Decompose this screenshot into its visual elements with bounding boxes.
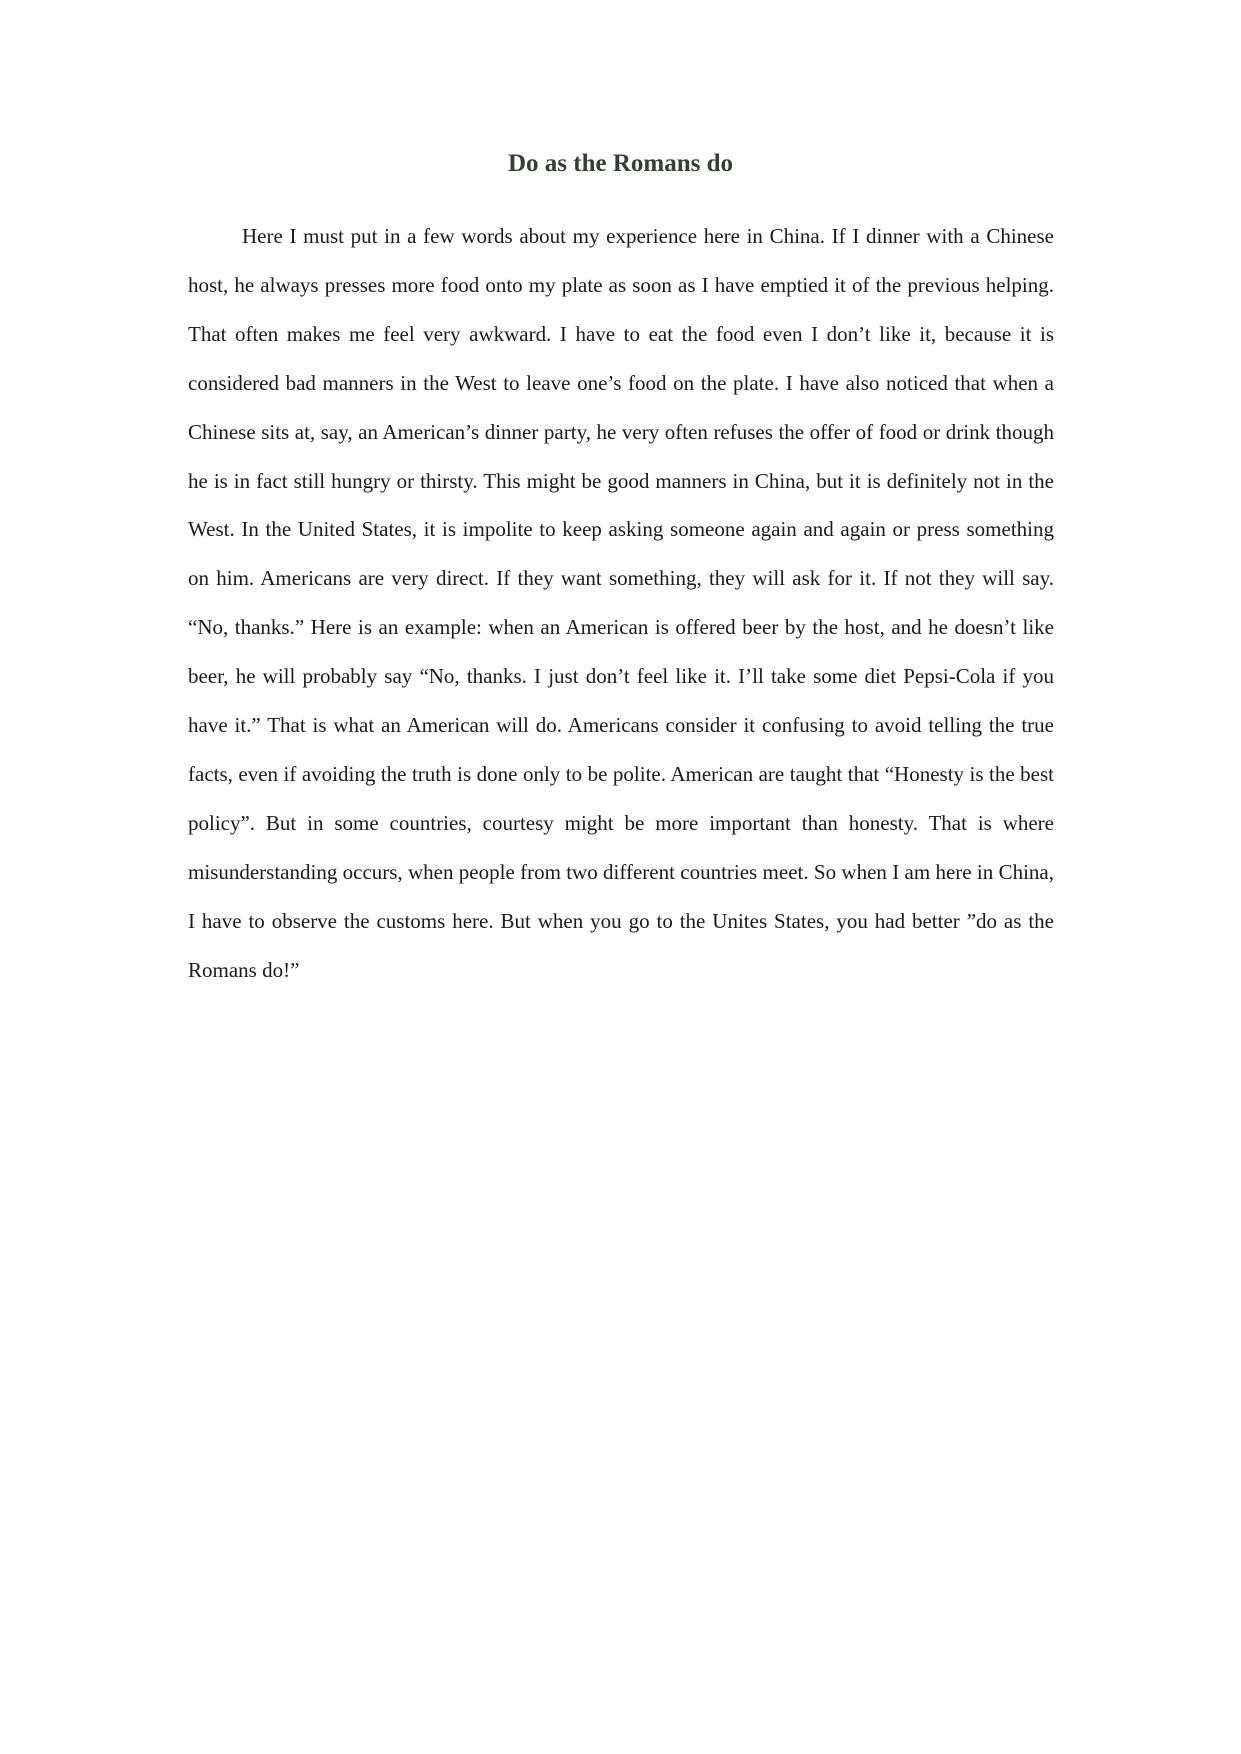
body-paragraph: Here I must put in a few words about my experience here in China. If I dinner with a Chinese host, he always presses more food onto my plate as soon as I have emptied it of the previous helping. That often makes me feel very awkward. I have to eat the food even I don’t like it, because it is considered bad manners in the West to leave one’s food on the plate. I have also noticed that when a Chinese sits at, say, an American’s dinner party, he very often refuses the offer of food or drink though he is in fact still hungry or thirsty. This might be good manners in China, but it is definitely not in the West. In the United States, it is impolite to keep asking someone again and again or press something on him. Americans are very direct. If they want something, they will ask for it. If not they will say. “No, thanks.” Here is an example: when an American is offered beer by the host, and he doesn’t like beer, he will probably say “No, thanks. I just don’t feel like it. I’ll take some diet Pepsi-Cola if you have it.” That is what an American will do. Americans consider it confusing to avoid telling the true facts, even if avoiding the truth is done only to be polite. American are taught that “Honesty is the best policy”. But in some countries, courtesy might be more important than honesty. That is where misunderstanding occurs, when people from two different countries meet. So when I am here in China, I have to observe the customs here. But when you go to the Unites States, you had better ”do as the Romans do!” bbox=[188, 224, 1054, 982]
document-title: Do as the Romans do bbox=[507, 150, 734, 177]
